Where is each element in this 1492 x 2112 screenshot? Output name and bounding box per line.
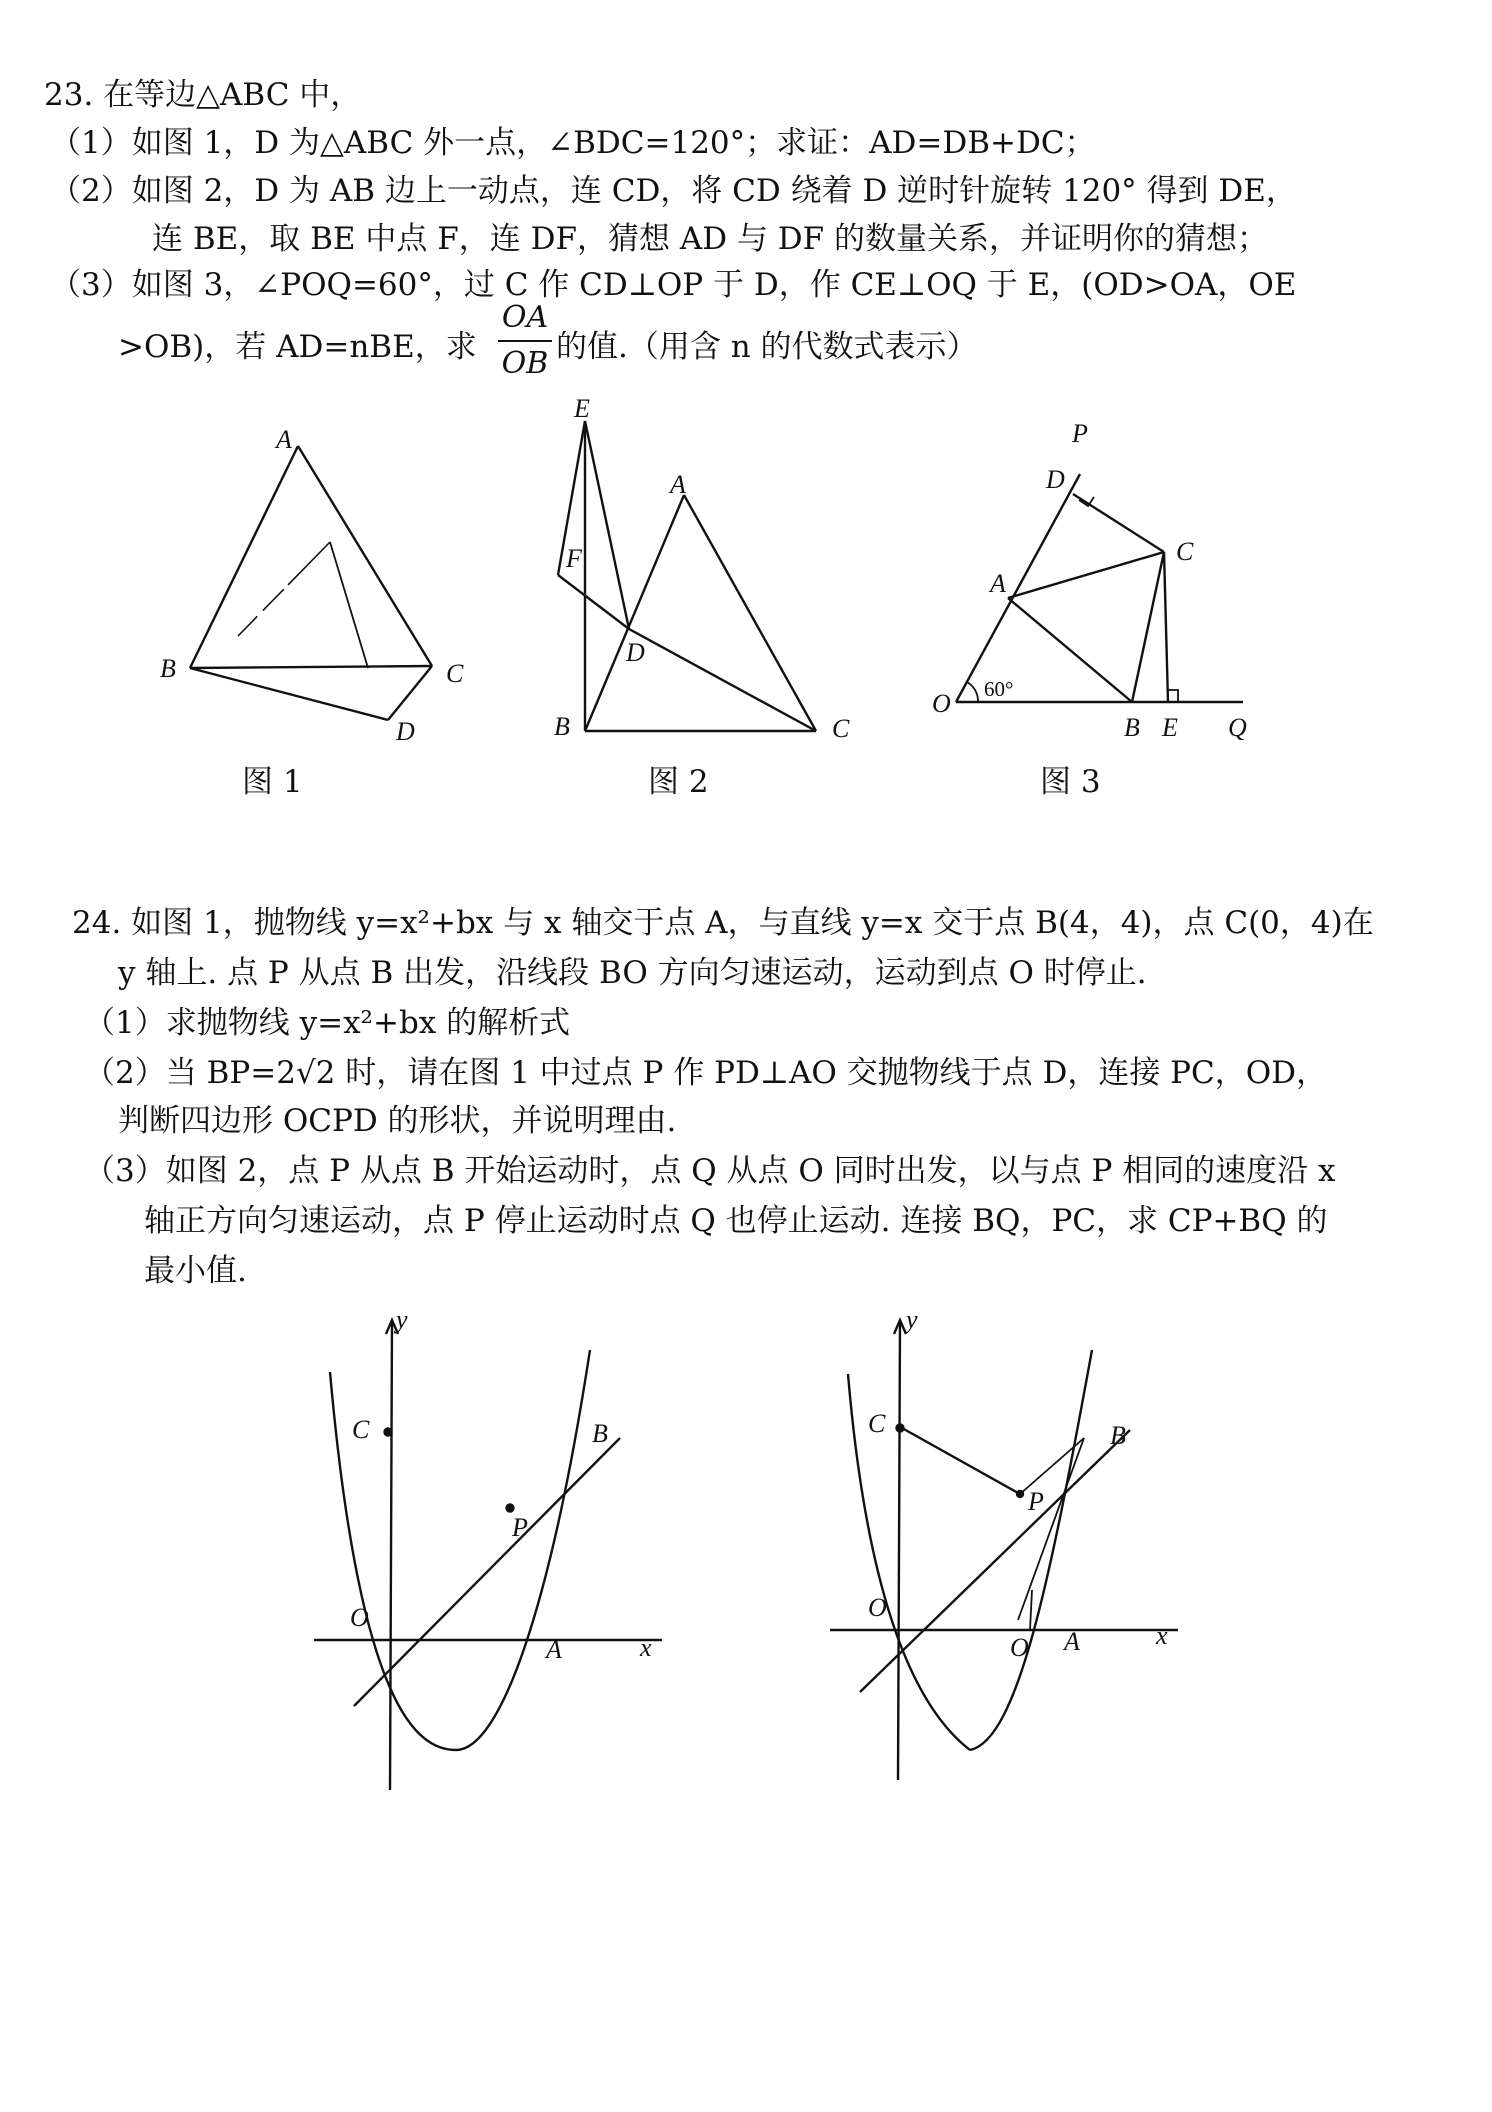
g1-label-O: O [350, 1603, 369, 1632]
q24-part3-line2: 轴正方向匀速运动，点 P 停止运动时点 Q 也停止运动. 连接 BQ，PC，求 CP+BQ 的 [144, 1203, 1328, 1239]
g2-label-B: B [1110, 1421, 1126, 1450]
fig3-label-P: P [1072, 420, 1088, 448]
g1-label-A: A [546, 1635, 562, 1664]
fig3-label-O: O [932, 689, 951, 718]
fig2-label-F: F [566, 544, 582, 573]
g2-label-C: C [868, 1409, 886, 1438]
q24-part3-line3: 最小值. [144, 1253, 247, 1289]
fig1-label-C: C [446, 659, 464, 688]
q23-stem: 23. 在等边△ABC 中， [44, 77, 362, 113]
q23-part1: （1）如图 1，D 为△ABC 外一点，∠BDC=120°；求证：AD=DB+DC； [50, 125, 1096, 161]
fig3-label-D: D [1046, 465, 1065, 494]
fig1-label-B: B [160, 654, 176, 683]
g1-label-P: P [512, 1513, 528, 1542]
fig2-label-A: A [670, 470, 686, 499]
fig3-angle-60: 60° [984, 677, 1014, 701]
fig3-label-E: E [1162, 713, 1178, 740]
fraction-numerator: OA [501, 300, 549, 335]
q24-line1: 24. 如图 1，抛物线 y=x²+bx 与 x 轴交于点 A，与直线 y=x 交于点 B(4，4)，点 C(0，4)在 [72, 905, 1374, 941]
g1-label-C: C [352, 1415, 370, 1444]
q23-figure1 [150, 420, 480, 750]
q23-part2-line1: （2）如图 2，D 为 AB 边上一动点，连 CD，将 CD 绕着 D 逆时针旋转 120° 得到 DE， [50, 173, 1297, 209]
q23-part2-line2: 连 BE，取 BE 中点 F，连 DF，猜想 AD 与 DF 的数量关系，并证明你的猜想； [152, 221, 1268, 257]
g1-label-x: x [640, 1633, 652, 1662]
fig3-label-A: A [990, 569, 1006, 598]
g2-label-Q: O [1010, 1633, 1029, 1662]
g2-label-P: P [1028, 1487, 1044, 1516]
q23-part3-line1: （3）如图 3，∠POQ=60°，过 C 作 CD⊥OP 于 D，作 CE⊥OQ 于 E，(OD>OA，OE [50, 267, 1297, 303]
fig2-label-B: B [554, 712, 570, 741]
fig2-label-D: D [626, 638, 645, 667]
fig3-label-B: B [1124, 713, 1140, 740]
fraction-bar [498, 340, 552, 342]
fig2-label-C: C [832, 714, 850, 743]
fig1-label-D: D [396, 717, 415, 746]
g2-label-A: A [1064, 1627, 1080, 1656]
q24-graph1 [300, 1310, 670, 1810]
q24-part3-line1: （3）如图 2，点 P 从点 B 开始运动时，点 Q 从点 O 同时出发，以与点 P 相同的速度沿 x [84, 1153, 1336, 1189]
q24-part1: （1）求抛物线 y=x²+bx 的解析式 [84, 1005, 571, 1041]
fig1-label-A: A [276, 425, 292, 454]
g2-label-x: x [1156, 1621, 1168, 1650]
fig3-label-Q: Q [1228, 713, 1247, 740]
q23-figure3 [920, 420, 1260, 740]
q23-part3-line2-end: 的值.（用含 n 的代数式表示） [556, 329, 978, 365]
q23-figure2 [540, 395, 870, 755]
fig2-caption: 图 2 [648, 764, 709, 800]
fig2-label-E: E [574, 395, 590, 423]
g2-label-O: O [868, 1593, 887, 1622]
g1-label-B: B [592, 1419, 608, 1448]
q24-part2-line1: （2）当 BP=2√2 时，请在图 1 中过点 P 作 PD⊥AO 交抛物线于点 D，连接 PC，OD， [84, 1055, 1328, 1091]
q24-part2-line2: 判断四边形 OCPD 的形状，并说明理由. [118, 1103, 677, 1139]
g2-label-y: y [906, 1310, 918, 1334]
q24-graph2 [820, 1310, 1190, 1810]
g1-label-y: y [396, 1310, 408, 1334]
fig1-caption: 图 1 [242, 764, 303, 800]
fig3-label-C: C [1176, 537, 1194, 566]
fraction-denominator: OB [501, 346, 549, 381]
q23-part3-line2: >OB)，若 AD=nBE，求 [118, 329, 477, 365]
fig3-caption: 图 3 [1040, 764, 1101, 800]
q24-line2: y 轴上. 点 P 从点 B 出发，沿线段 BO 方向匀速运动，运动到点 O 时停止. [118, 955, 1147, 991]
